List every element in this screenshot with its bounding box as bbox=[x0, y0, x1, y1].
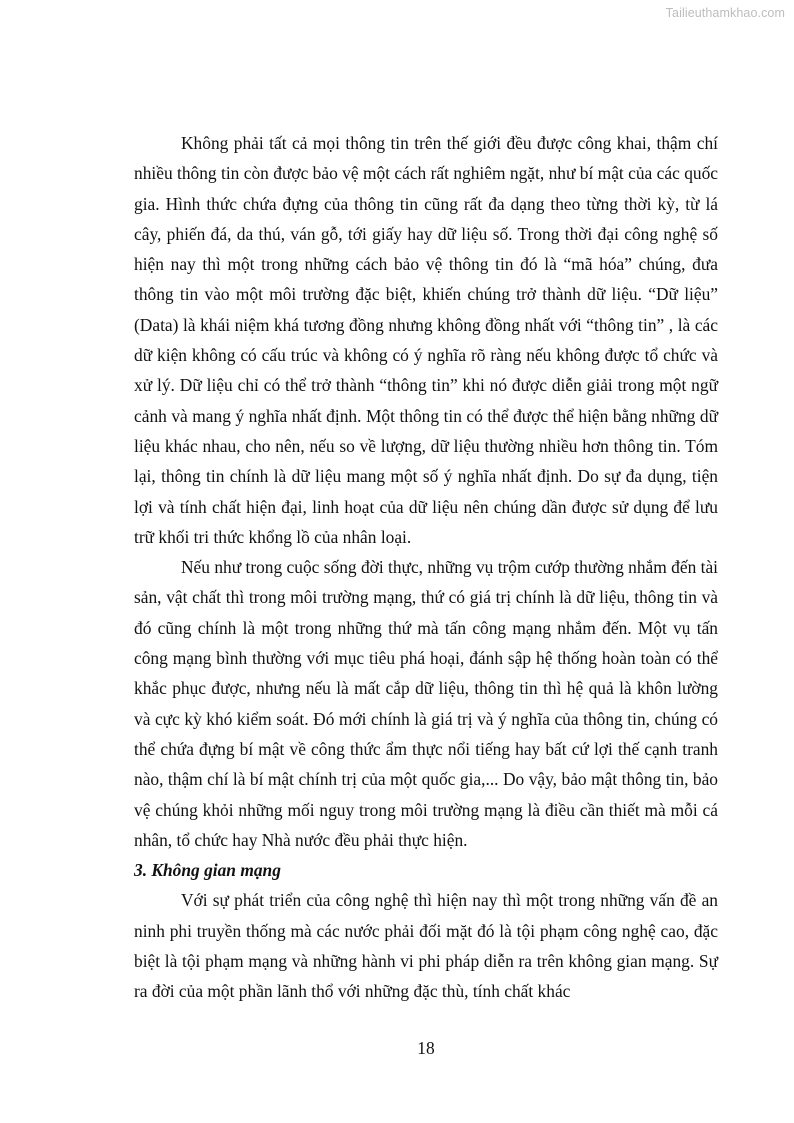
paragraph-information-value: Nếu như trong cuộc sống đời thực, những vụ trộm cướp thường nhắm đến tài sản, vật chất thì trong môi trường mạng, thứ có giá trị chính là dữ liệu, thông tin và đó cũng chính là một trong những thứ mà tấn công mạng nhắm đến. Một vụ tấn công mạng bình thường với mục tiêu phá hoại, đánh sập hệ thống hoàn toàn có thể khắc phục được, nhưng nếu là mất cắp dữ liệu, thông tin thì hệ quả là khôn lường và cực kỳ khó kiểm soát. Đó mới chính là giá trị và ý nghĩa của thông tin, chúng có thể chứa đựng bí mật về công thức ẩm thực nổi tiếng hay bất cứ lợi thế cạnh tranh nào, thậm chí là bí mật chính trị của một quốc gia,... Do vậy, bảo mật thông tin, bảo vệ chúng khỏi những mối nguy trong môi trường mạng là điều cần thiết mà mỗi cá nhân, tổ chức hay Nhà nước đều phải thực hiện. bbox=[134, 557, 718, 850]
watermark-text: Tailieuthamkhao.com bbox=[665, 6, 785, 20]
paragraph-information-protection: Không phải tất cả mọi thông tin trên thế giới đều được công khai, thậm chí nhiều thông tin còn được bảo vệ một cách rất nghiêm ngặt, như bí mật của các quốc gia. Hình thức chứa đựng của thông tin cũng rất đa dạng theo từng thời kỳ, từ lá cây, phiến đá, da thú, ván gỗ, tới giấy hay dữ liệu số. Trong thời đại công nghệ số hiện nay thì một trong những cách bảo vệ thông tin đó là “mã hóa” chúng, đưa thông tin vào một môi trường đặc biệt, khiến chúng trở thành dữ liệu. “Dữ liệu” (Data) là khái niệm khá tương đồng nhưng không đồng nhất với “thông tin” , là các dữ kiện không có cấu trúc và không có ý nghĩa rõ ràng nếu không được tổ chức và xử lý. Dữ liệu chỉ có thể trở thành “thông tin” khi nó được diễn giải trong một ngữ cảnh và mang ý nghĩa nhất định. Một thông tin có thể được thể hiện bằng những dữ liệu khác nhau, cho nên, nếu so về lượng, dữ liệu thường nhiều hơn thông tin. Tóm lại, thông tin chính là dữ liệu mang một số ý nghĩa nhất định. Do sự đa dụng, tiện lợi và tính chất hiện đại, linh hoạt của dữ liệu nên chúng dần được sử dụng để lưu trữ khối tri thức khổng lồ của nhân loại. bbox=[134, 133, 718, 547]
section-heading: 3. Không gian mạng bbox=[134, 860, 281, 881]
page-number: 18 bbox=[417, 1038, 435, 1058]
paragraph-cyberspace: Với sự phát triển của công nghệ thì hiện nay thì một trong những vấn đề an ninh phi truyền thống mà các nước phải đối mặt đó là tội phạm công nghệ cao, đặc biệt là tội phạm mạng và những hành vi phi pháp diễn ra trên không gian mạng. Sự ra đời của một phần lãnh thổ với những đặc thù, tính chất khác bbox=[134, 890, 718, 1002]
document-body bbox=[134, 128, 718, 1007]
